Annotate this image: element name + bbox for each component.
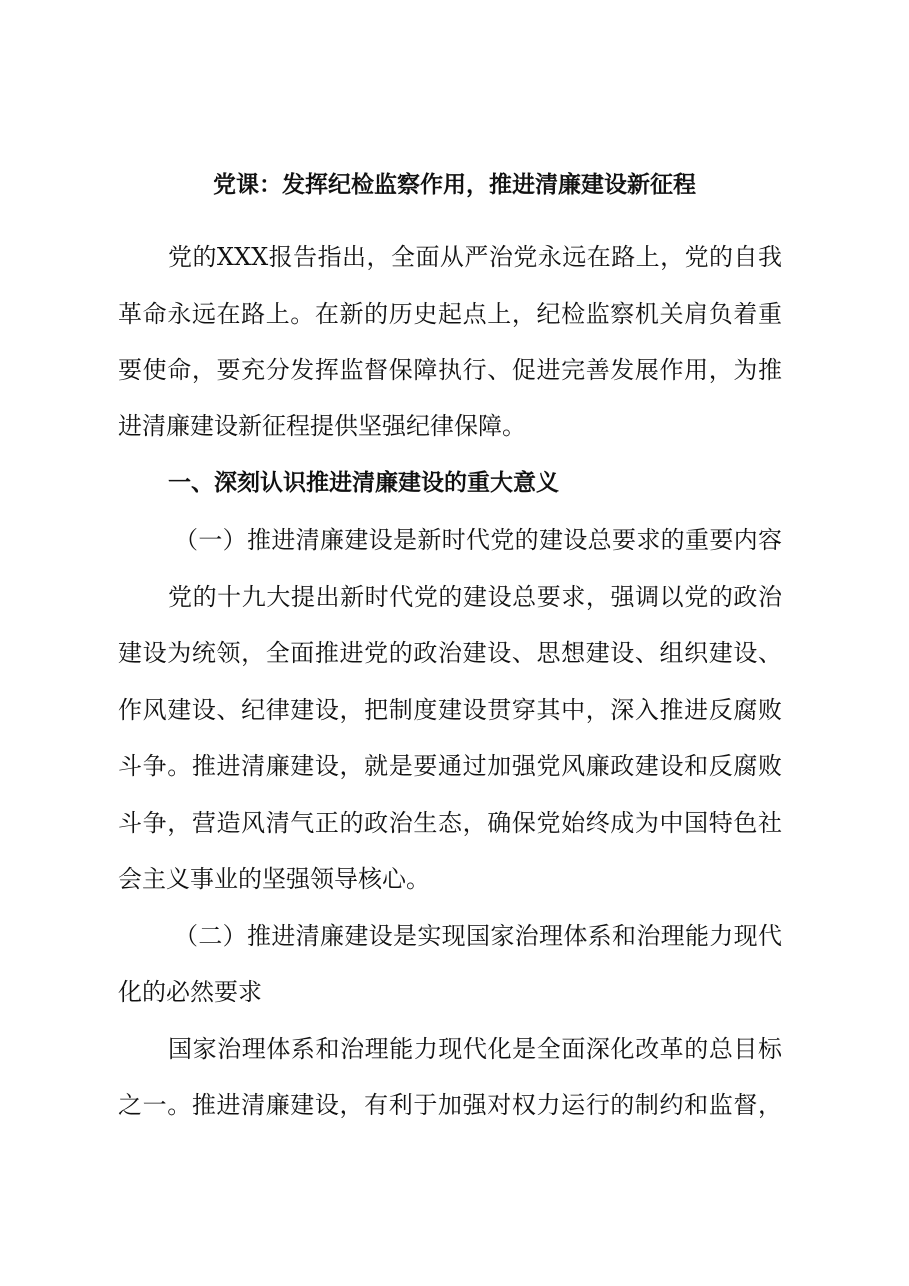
subsection-heading: （一）推进清廉建设是新时代党的建设总要求的重要内容	[174, 526, 782, 554]
document-title: 党课：发挥纪检监察作用，推进清廉建设新征程	[213, 172, 696, 198]
intro-line: 革命永远在路上。在新的历史起点上，纪检监察机关肩负着重	[118, 300, 782, 328]
body-line: 之一。推进清廉建设，有利于加强对权力运行的制约和监督，	[118, 1091, 782, 1119]
body-line: 斗争。推进清廉建设，就是要通过加强党风廉政建设和反腐败	[118, 752, 782, 780]
body-line: 斗争，营造风清气正的政治生态，确保党始终成为中国特色社	[118, 809, 782, 837]
section-heading: 一、深刻认识推进清廉建设的重大意义	[168, 470, 559, 496]
body-line: 作风建设、纪律建设，把制度建设贯穿其中，深入推进反腐败	[118, 696, 782, 724]
body-line: 会主义事业的坚强领导核心。	[118, 865, 430, 893]
intro-line: 进清廉建设新征程提供坚强纪律保障。	[118, 412, 526, 440]
intro-line: 要使命，要充分发挥监督保障执行、促进完善发展作用，为推	[118, 356, 782, 384]
subsection-heading: （二）推进清廉建设是实现国家治理体系和治理能力现代	[174, 922, 782, 950]
body-line: 党的十九大提出新时代党的建设总要求，强调以党的政治	[168, 583, 782, 611]
body-line: 国家治理体系和治理能力现代化是全面深化改革的总目标	[168, 1035, 782, 1063]
intro-line: 党的XXX报告指出，全面从严治党永远在路上，党的自我	[168, 243, 782, 271]
body-line: 建设为统领，全面推进党的政治建设、思想建设、组织建设、	[118, 639, 782, 667]
subsection-heading: 化的必然要求	[118, 978, 262, 1006]
